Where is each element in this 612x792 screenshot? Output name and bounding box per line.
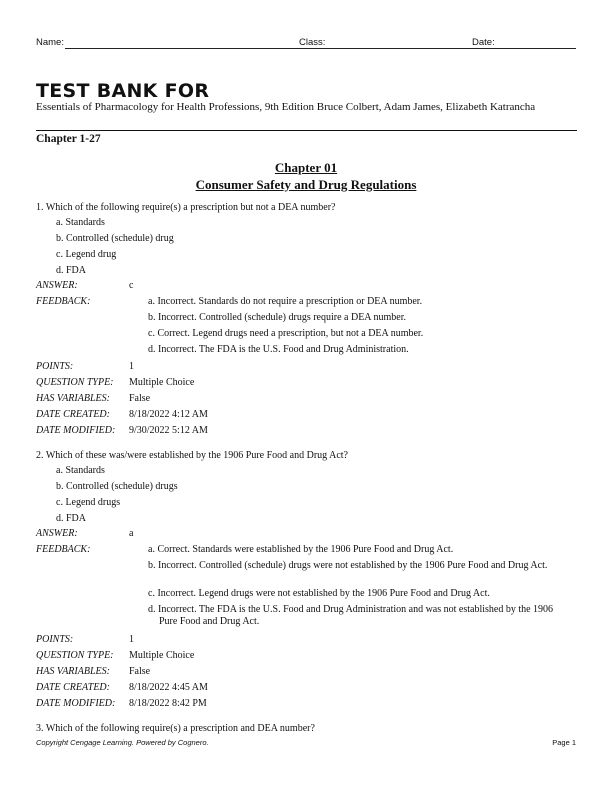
answer-label: ANSWER: — [36, 280, 78, 291]
option: a. Standards — [56, 465, 105, 476]
modified-label: DATE MODIFIED: — [36, 425, 116, 436]
date-label: Date: — [472, 37, 495, 48]
name-line — [65, 48, 331, 49]
chapters-range: Chapter 1-27 — [36, 133, 101, 145]
name-label: Name: — [36, 37, 64, 48]
modified-value: 9/30/2022 5:12 AM — [129, 425, 208, 436]
points-label: POINTS: — [36, 634, 74, 645]
feedback-item: b. Incorrect. Controlled (schedule) drugs were not established by the 1906 Pure Food and Drug Act. — [148, 560, 548, 571]
option: b. Controlled (schedule) drug — [56, 233, 174, 244]
points-label: POINTS: — [36, 361, 74, 372]
answer-value: c — [129, 280, 134, 291]
date-line — [499, 48, 576, 49]
option: d. FDA — [56, 265, 87, 276]
option: c. Legend drug — [56, 249, 117, 260]
question-stem: 3. Which of the following require(s) a prescription and DEA number? — [36, 723, 315, 734]
feedback-item: d. Incorrect. The FDA is the U.S. Food and Drug Administration. — [148, 344, 409, 355]
created-label: DATE CREATED: — [36, 682, 110, 693]
feedback-item: a. Incorrect. Standards do not require a prescription or DEA number. — [148, 296, 423, 307]
created-value: 8/18/2022 4:12 AM — [129, 409, 208, 420]
created-label: DATE CREATED: — [36, 409, 110, 420]
feedback-item: c. Correct. Legend drugs need a prescription, but not a DEA number. — [148, 328, 424, 339]
qtype-value: Multiple Choice — [129, 377, 195, 388]
points-value: 1 — [129, 634, 134, 645]
hasvars-value: False — [129, 393, 151, 404]
footer-copyright: Copyright Cengage Learning. Powered by Cognero. — [36, 738, 209, 747]
answer-value: a — [129, 528, 134, 539]
chapter-title: Consumer Safety and Drug Regulations — [195, 177, 417, 192]
feedback-item: d. Incorrect. The FDA is the U.S. Food and Drug Administration and was not established by the 1906 Pure Food and Drug Act. — [148, 604, 554, 627]
hasvars-label: HAS VARIABLES: — [36, 666, 110, 677]
option: a. Standards — [56, 217, 105, 228]
chapter-heading: Chapter 01 — [274, 160, 338, 175]
class-line — [328, 48, 506, 49]
modified-label: DATE MODIFIED: — [36, 698, 116, 709]
qtype-value: Multiple Choice — [129, 650, 195, 661]
class-label: Class: — [299, 37, 326, 48]
modified-value: 8/18/2022 8:42 PM — [129, 698, 207, 709]
doc-title: TEST BANK FOR — [36, 80, 210, 102]
option: b. Controlled (schedule) drugs — [56, 481, 178, 492]
feedback-item: b. Incorrect. Controlled (schedule) drugs require a DEA number. — [148, 312, 406, 323]
doc-subtitle: Essentials of Pharmacology for Health Professions, 9th Edition Bruce Colbert, Adam James, Elizabeth Katrancha — [36, 101, 536, 113]
feedback-label: FEEDBACK: — [36, 544, 91, 555]
title-rule — [36, 130, 577, 131]
feedback-item: a. Correct. Standards were established by the 1906 Pure Food and Drug Act. — [148, 544, 454, 555]
answer-label: ANSWER: — [36, 528, 78, 539]
feedback-label: FEEDBACK: — [36, 296, 91, 307]
hasvars-value: False — [129, 666, 151, 677]
question-stem: 2. Which of these was/were established by the 1906 Pure Food and Drug Act? — [36, 450, 348, 461]
points-value: 1 — [129, 361, 134, 372]
qtype-label: QUESTION TYPE: — [36, 377, 114, 388]
option: c. Legend drugs — [56, 497, 121, 508]
hasvars-label: HAS VARIABLES: — [36, 393, 110, 404]
footer-page-number: Page 1 — [552, 738, 576, 747]
option: d. FDA — [56, 513, 87, 524]
qtype-label: QUESTION TYPE: — [36, 650, 114, 661]
feedback-item: c. Incorrect. Legend drugs were not established by the 1906 Pure Food and Drug Act. — [148, 588, 490, 599]
question-stem: 1. Which of the following require(s) a prescription but not a DEA number? — [36, 202, 336, 213]
created-value: 8/18/2022 4:45 AM — [129, 682, 208, 693]
